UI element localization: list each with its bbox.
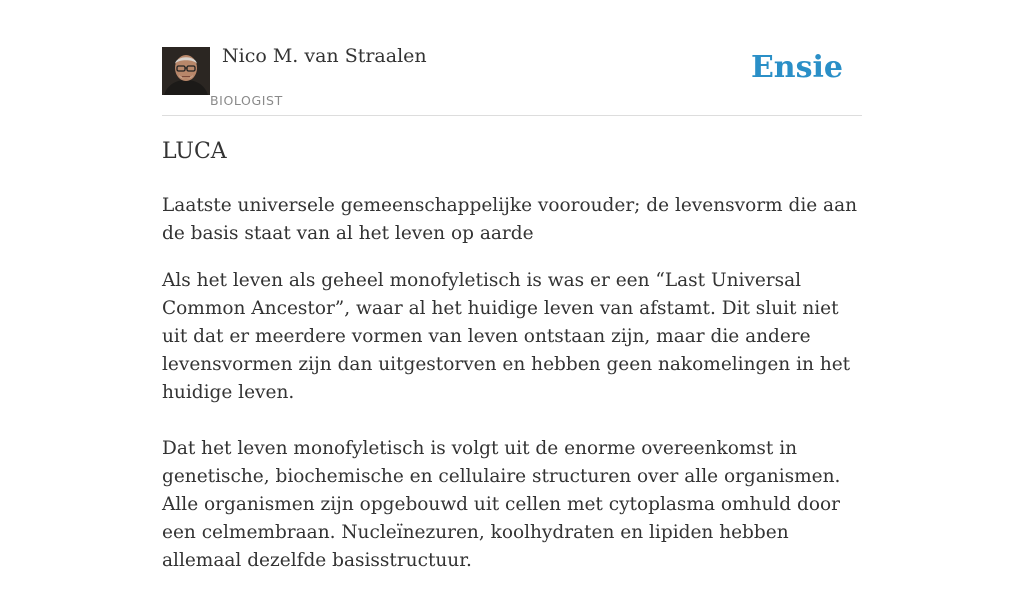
author-name[interactable]: Nico M. van Straalen — [222, 45, 427, 67]
author-header — [162, 0, 862, 116]
article-definition: Laatste universele gemeenschappelijke voorouder; de levensvorm die aan de basis staat van al het leven op aarde — [162, 195, 858, 244]
article-paragraph: Als het leven als geheel monofyletisch is was er een “Last Universal Common Ancestor”, waar al het huidige leven van afstamt. Dit sluit niet uit dat er meerdere vormen van leven ontstaan zijn, maar die andere levensvormen zijn dan uitgestorven en hebben geen nakomelingen in het huidige leven. — [162, 270, 851, 403]
author-avatar[interactable] — [162, 47, 210, 95]
article-paragraph: Dat het leven monofyletisch is volgt uit de enorme overeenkomst in genetische, biochemische en cellulaire structuren over alle organismen. Alle organismen zijn opgebouwd uit cellen met cytoplasma omhuld door een celmembraan. Nucleïnezuren, koolhydraten en lipiden hebben allemaal dezelfde basisstructuur. — [162, 438, 841, 571]
brand-logo[interactable]: Ensie — [750, 50, 843, 85]
article-title: LUCA — [162, 139, 227, 164]
author-role: BIOLOGIST — [210, 93, 283, 108]
person-portrait-icon — [162, 47, 210, 95]
article-body — [162, 267, 862, 603]
article-container — [162, 0, 862, 571]
